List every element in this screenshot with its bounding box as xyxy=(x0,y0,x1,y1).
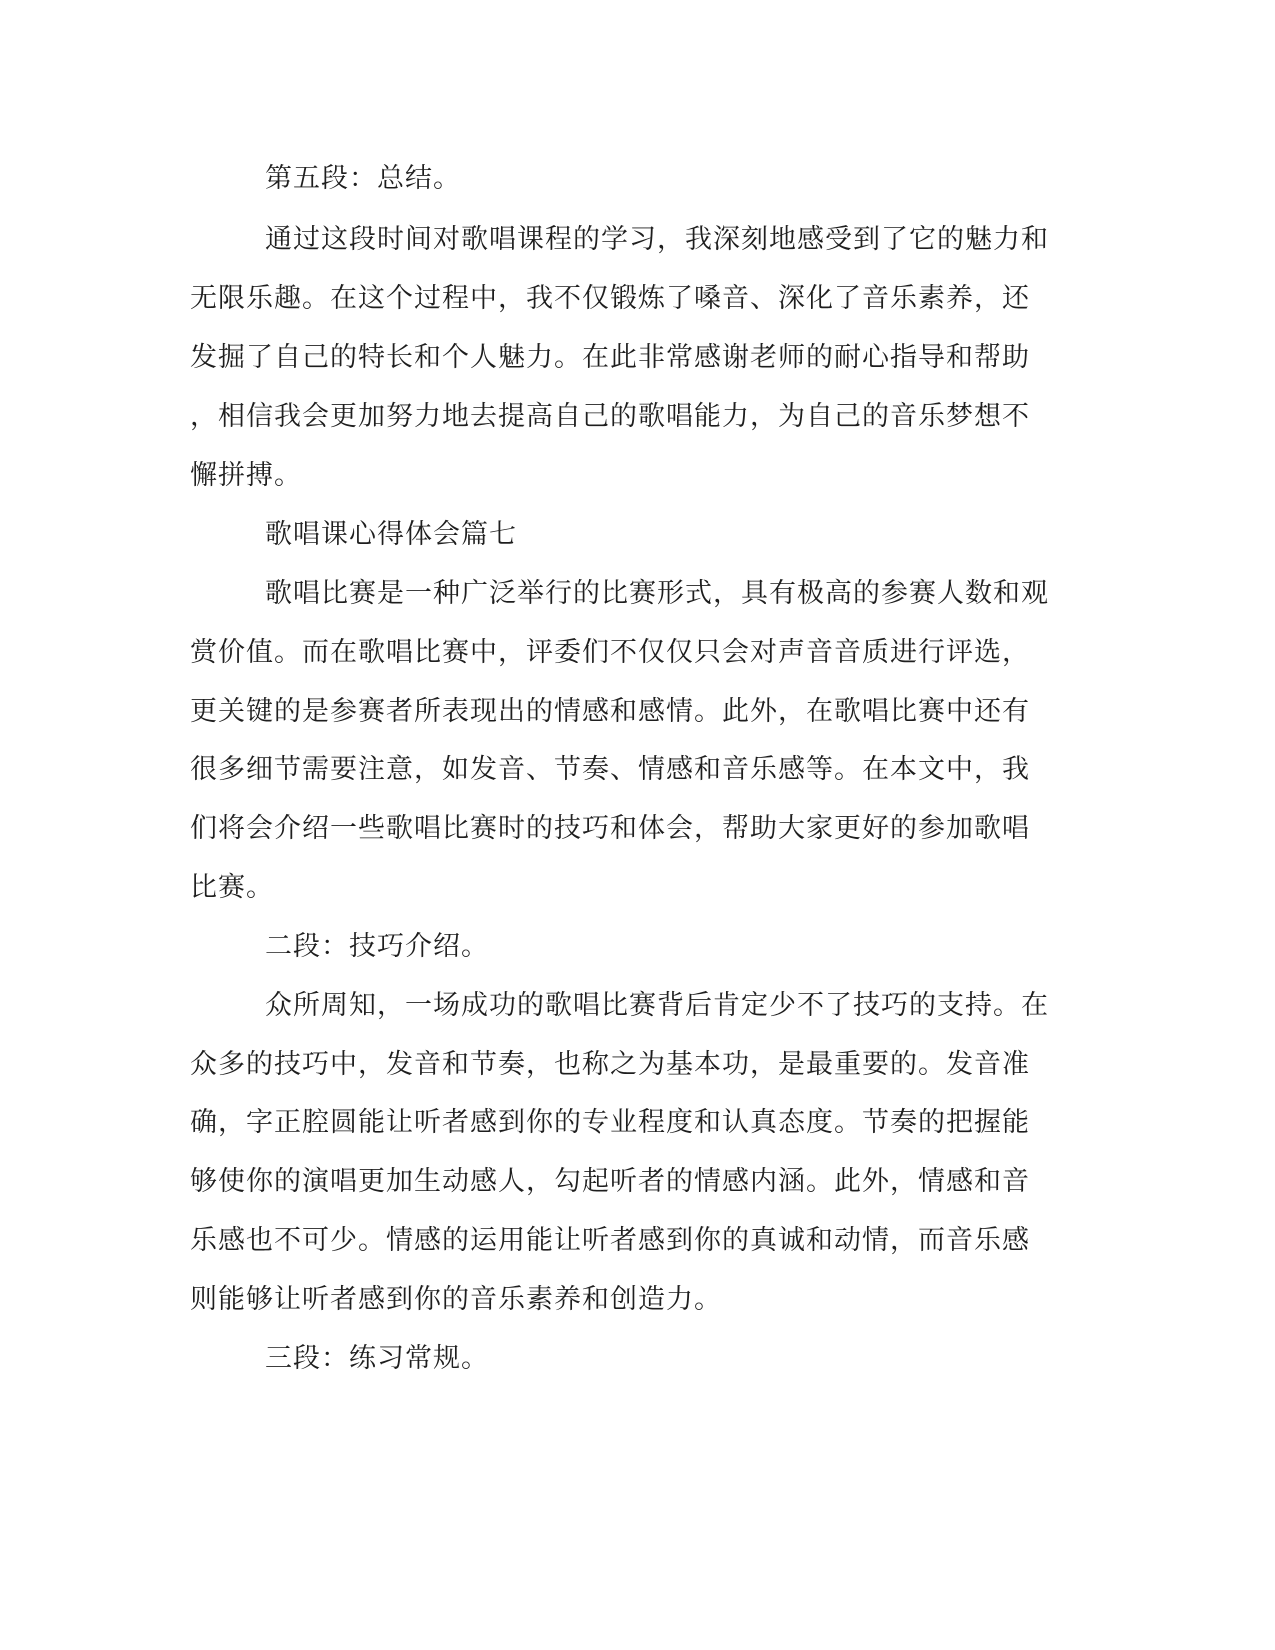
paragraph-line: ，相信我会更加努力地去提高自己的歌唱能力，为自己的音乐梦想不 xyxy=(190,401,1030,432)
paragraph-line: 懈拼搏。 xyxy=(190,460,302,491)
section-heading-three: 三段：练习常规。 xyxy=(265,1343,489,1374)
paragraph-line: 比赛。 xyxy=(190,872,274,903)
paragraph-line: 歌唱比赛是一种广泛举行的比赛形式，具有极高的参赛人数和观 xyxy=(265,578,1049,609)
paragraph-line: 赏价值。而在歌唱比赛中，评委们不仅仅只会对声音音质进行评选， xyxy=(190,637,1030,668)
paragraph-line: 众所周知，一场成功的歌唱比赛背后肯定少不了技巧的支持。在 xyxy=(265,990,1049,1021)
article-title: 歌唱课心得体会篇七 xyxy=(265,519,517,550)
paragraph-line: 更关键的是参赛者所表现出的情感和感情。此外，在歌唱比赛中还有 xyxy=(190,696,1030,727)
paragraph-line: 众多的技巧中，发音和节奏，也称之为基本功，是最重要的。发音准 xyxy=(190,1049,1030,1080)
paragraph-line: 通过这段时间对歌唱课程的学习，我深刻地感受到了它的魅力和 xyxy=(265,224,1049,255)
section-heading-two: 二段：技巧介绍。 xyxy=(265,931,489,962)
paragraph-line: 够使你的演唱更加生动感人，勾起听者的情感内涵。此外，情感和音 xyxy=(190,1166,1030,1197)
section-heading-five: 第五段：总结。 xyxy=(265,163,461,194)
paragraph-line: 发掘了自己的特长和个人魅力。在此非常感谢老师的耐心指导和帮助 xyxy=(190,342,1030,373)
paragraph-line: 们将会介绍一些歌唱比赛时的技巧和体会，帮助大家更好的参加歌唱 xyxy=(190,813,1030,844)
paragraph-line: 则能够让听者感到你的音乐素养和创造力。 xyxy=(190,1284,722,1315)
paragraph-line: 乐感也不可少。情感的运用能让听者感到你的真诚和动情，而音乐感 xyxy=(190,1225,1030,1256)
paragraph-line: 确，字正腔圆能让听者感到你的专业程度和认真态度。节奏的把握能 xyxy=(190,1107,1030,1138)
paragraph-line: 很多细节需要注意，如发音、节奏、情感和音乐感等。在本文中，我 xyxy=(190,754,1030,785)
paragraph-line: 无限乐趣。在这个过程中，我不仅锻炼了嗓音、深化了音乐素养，还 xyxy=(190,283,1030,314)
